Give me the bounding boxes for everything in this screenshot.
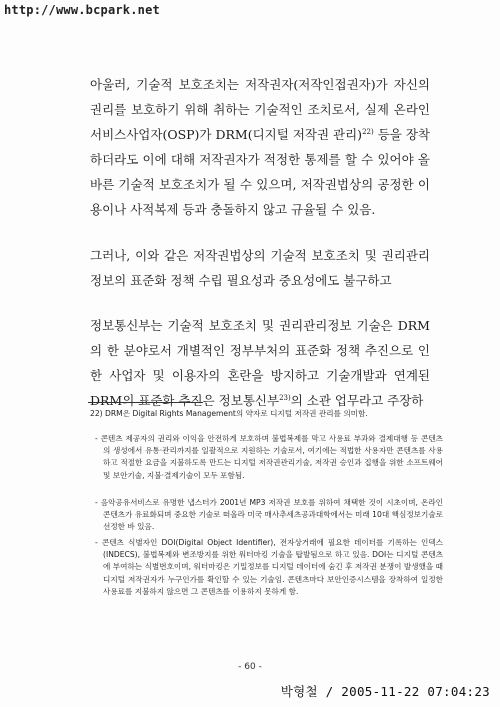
body-paragraph-2: 그러나, 이와 같은 저작권법상의 기술적 보호조치 및 권리관리 정보의 표준화 정책 수립 필요성과 중요성에도 불구하고 [90, 248, 430, 288]
paragraph-3-text: 정보통신부는 기술적 보호조치 및 권리관리정보 기술은 DRM의 한 분야로서 개별적인 정부부처의 표준화 정책 추진으로 인한 사업자 및 이용자의 혼란을 방지하고 기술개발과 연계된 DRM의 표준화 추진은 정보통신부 [90, 318, 430, 408]
footnote-ref-22: 22) [362, 127, 374, 136]
body-paragraph-3 [90, 313, 430, 413]
footnote-ref-23: 23) [279, 393, 291, 402]
footnote-bullet-1: - 콘텐츠 제공자의 권리와 이익을 안전하게 보호하며 불법복제를 막고 사용료 부과와 결제대행 등 콘텐츠의 생성에서 유통·관리까지를 일괄적으로 지원하는 기술로서, 여기에는 적법한 사용자만 콘텐츠를 사용하고 적절한 요금을 지불하도록 만드는 디지털 저작권관리기술, 저작권 승인과 집행을 위한 소프트웨어 및 보안기술, 지불·결제기술이 모두 포함됨. [95, 434, 443, 480]
body-paragraph-1 [90, 72, 430, 222]
paragraph-3-text-cont: 의 소관 업무라고 주장하 [290, 393, 424, 408]
print-stamp: 박형철 / 2005-11-22 07:04:23 [280, 684, 490, 699]
footnote-bullet-3: - 콘텐츠 식별자인 DOI(Digital Object Identifier), 전자상거래에 필요한 데이터를 기록하는 인덱스(INDECS), 불법복제와 변조방지를 위한 워터마킹 기술을 탑발됨으로 하고 있음. DOI는 디지털 콘텐츠에 부여하는 식별번호이며, 워터마킹은 기밀정보를 디지털 데이터에 숨긴 후 저작권 분쟁이 발생했을 때 디지털 저작권자가 누구인가를 확인할 수 있는 기술임. 콘텐츠마다 보안인증시스템을 장착하여 일정한 사용료를 지불하지 않으면 그 콘텐츠를 이용하지 못하게 함. [95, 538, 443, 596]
paragraph-1-text: 아울러, 기술적 보호조치는 저작권자(저작인접권자)가 자신의 권리를 보호하기 위해 취하는 기술적인 조치로서, 실제 온라인 서비스사업자(OSP)가 DRM(디지털 저작권 관리) [90, 77, 430, 142]
paragraph-1-text-cont: 등을 장착 하더라도 이에 대해 저작권자가 적정한 통제를 할 수 있어야 올바른 기술적 보호조치가 될 수 있으며, 저작권법상의 공정한 이용이나 사적복제 등과 충돌하지 않고 규율될 수 있음. [90, 127, 430, 217]
page-number: - 60 - [238, 662, 262, 672]
footnote-divider [88, 402, 203, 403]
site-watermark: http://www.bcpark.net [4, 3, 160, 17]
footnote-22: 22) DRM은 Digital Rights Management의 약자로 디지털 저작권 관리를 의미함. [90, 409, 368, 418]
footnote-bullet-2: - 음악공유서비스로 유명한 냅스터가 2001년 MP3 저작권 보호를 위하여 채택한 것이 시초이며, 온라인 콘텐츠가 유료화되며 중요한 기술로 떠올라 미국 매사추세츠공과대학에서는 미래 10대 핵심정보기술로 선정한 바 있음. [95, 498, 443, 532]
